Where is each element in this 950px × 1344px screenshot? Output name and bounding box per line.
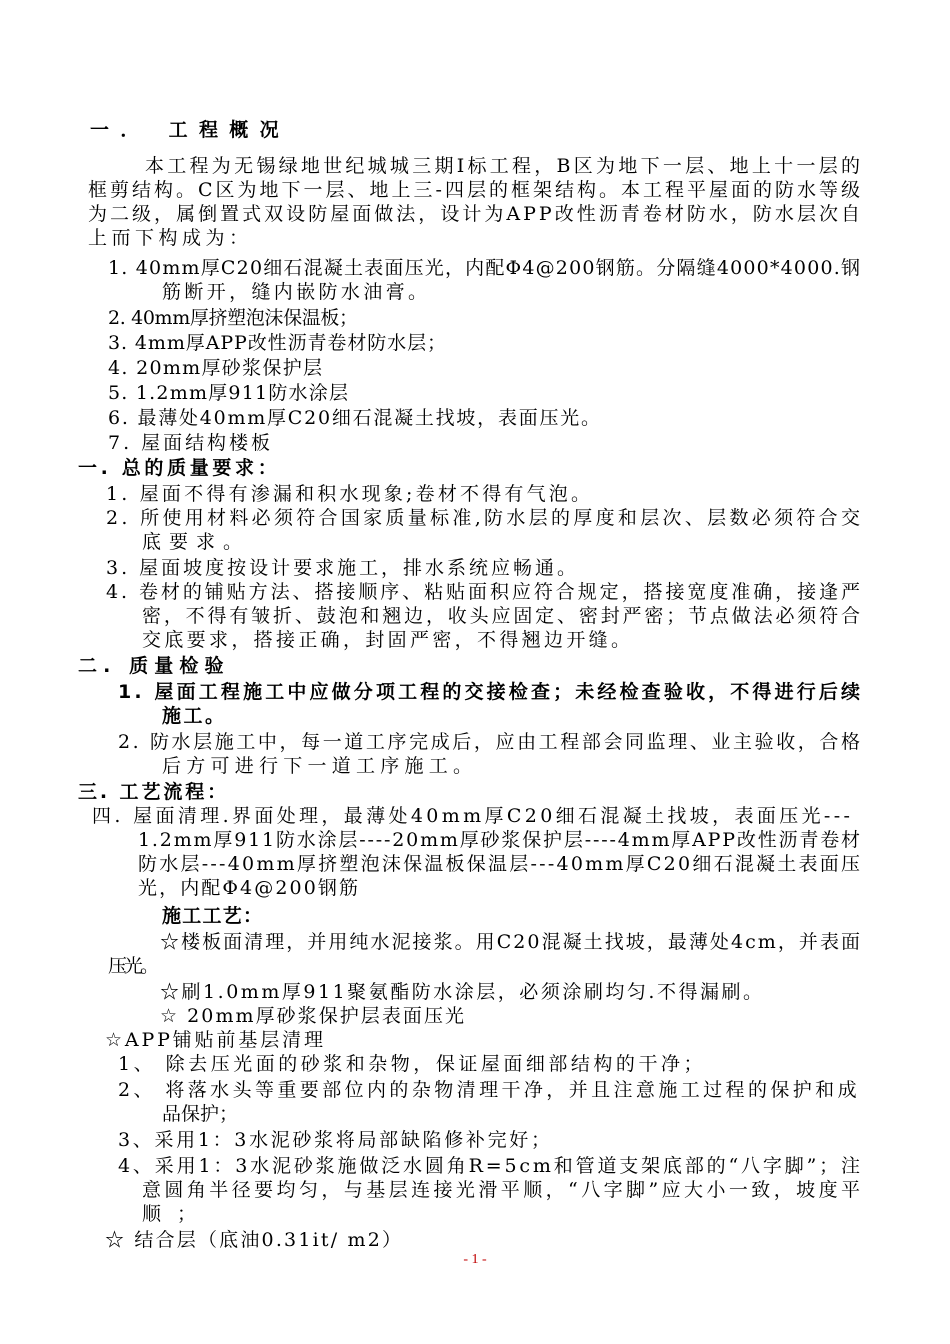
- text-line: 1. 40mm厚C20细石混凝土表面压光，内配Φ4@200钢筋。分隔缝4000*4000.钢: [108, 257, 862, 279]
- text-line: 本工程为无锡绿地世纪城城三期Ⅰ标工程，B区为地下一层、地上十一层的: [145, 155, 864, 177]
- text-line: 二. 质量检验: [78, 655, 230, 677]
- text-line: 施工。: [162, 705, 227, 727]
- text-line: 密，不得有皱折、鼓泡和翘边，收头应固定、密封严密；节点做法必须符合: [142, 605, 863, 627]
- text-line: 1.2mm厚911防水涂层----20mm厚砂浆保护层----4mm厚APP改性沥青卷材: [138, 829, 862, 851]
- text-line: 2. 所使用材料必须符合国家质量标准,防水层的厚度和层次、层数必须符合交: [106, 507, 864, 529]
- text-line: 上而下构成为：: [88, 227, 253, 249]
- text-line: 后方可进行下一道工序施工。: [162, 755, 478, 777]
- text-line: 施工工艺：: [162, 905, 264, 927]
- text-line: 1. 屋面工程施工中应做分项工程的交接检查；未经检查验收，不得进行后续: [118, 681, 864, 703]
- text-line: 2. 40mm厚挤塑泡沫保温板；: [108, 307, 358, 329]
- text-line: 交底要求，搭接正确，封固严密，不得翘边开缝。: [142, 629, 634, 651]
- text-line: 防水层---40mm厚挤塑泡沫保温板保温层---40mm厚C20细石混凝土表面压: [138, 853, 863, 875]
- text-line: 一. 总的质量要求：: [78, 457, 281, 479]
- text-line: 3. 4mm厚APP改性沥青卷材防水层；: [108, 332, 447, 354]
- text-line: 3. 屋面坡度按设计要求施工，排水系统应畅通。: [106, 557, 579, 579]
- text-line: ☆楼板面清理，并用纯水泥接浆。用C20混凝土找坡，最薄处4cm，并表面: [160, 931, 863, 953]
- text-line: 光，内配Φ4@200钢筋: [138, 877, 361, 899]
- text-line: 意圆角半径要均匀，与基层连接光滑平顺，“八字脚”应大小一致，坡度平: [142, 1179, 864, 1201]
- text-line: 1. 屋面不得有渗漏和积水现象;卷材不得有气泡。: [106, 483, 594, 505]
- text-line: 4. 卷材的铺贴方法、搭接顺序、粘贴面积应符合规定，搭接宽度准确，接逢严: [106, 581, 863, 603]
- text-line: 4、采用1：3水泥砂浆施做泛水圆角R=5cm和管道支架底部的“八字脚”；注: [118, 1155, 863, 1177]
- text-line: ☆刷1.0mm厚911聚氨酯防水涂层，必须涂刷均匀.不得漏刷。: [160, 981, 765, 1003]
- text-line: 品保护；: [162, 1103, 238, 1125]
- text-line: 6. 最薄处40mm厚C20细石混凝土找坡，表面压光。: [108, 407, 602, 429]
- text-line: 顺；: [142, 1203, 212, 1225]
- text-line: 三. 工艺流程：: [78, 781, 230, 803]
- text-line: 7. 屋面结构楼板: [108, 432, 273, 454]
- text-line: 3、采用1：3水泥砂浆将局部缺陷修补完好；: [118, 1129, 553, 1151]
- text-line: 为二级，属倒置式双设防屋面做法，设计为APP改性沥青卷材防水，防水层次自: [88, 203, 864, 225]
- text-line: 筋断开，缝内嵌防水油膏。: [162, 281, 431, 303]
- text-line: ☆APP铺贴前基层清理: [105, 1029, 326, 1051]
- text-line: 1、 除去压光面的砂浆和杂物，保证屋面细部结构的干净；: [118, 1053, 706, 1075]
- text-line: 四. 屋面清理.界面处理，最薄处40mm厚C20细石混凝土找坡，表面压光---: [92, 805, 854, 827]
- text-line: 框剪结构。C区为地下一层、地上三-四层的框架结构。本工程平屋面的防水等级: [88, 179, 863, 201]
- text-line: 2、 将落水头等重要部位内的杂物清理干净，并且注意施工过程的保护和成: [118, 1079, 861, 1101]
- text-line: 底要求。: [142, 531, 250, 553]
- text-line: 一． 工程概况: [90, 119, 290, 141]
- page-number: - 1 -: [463, 1252, 487, 1267]
- text-line: ☆ 结合层（底油0.31it/ m2）: [105, 1229, 404, 1251]
- text-line: 5. 1.2mm厚911防水涂层: [108, 382, 350, 404]
- text-line: 2. 防水层施工中，每一道工序完成后，应由工程部会同监理、业主验收，合格: [118, 731, 863, 753]
- text-line: ☆ 20mm厚砂浆保护层表面压光: [160, 1005, 467, 1027]
- text-line: 压光。: [108, 955, 157, 977]
- text-line: 4. 20mm厚砂浆保护层: [108, 357, 324, 379]
